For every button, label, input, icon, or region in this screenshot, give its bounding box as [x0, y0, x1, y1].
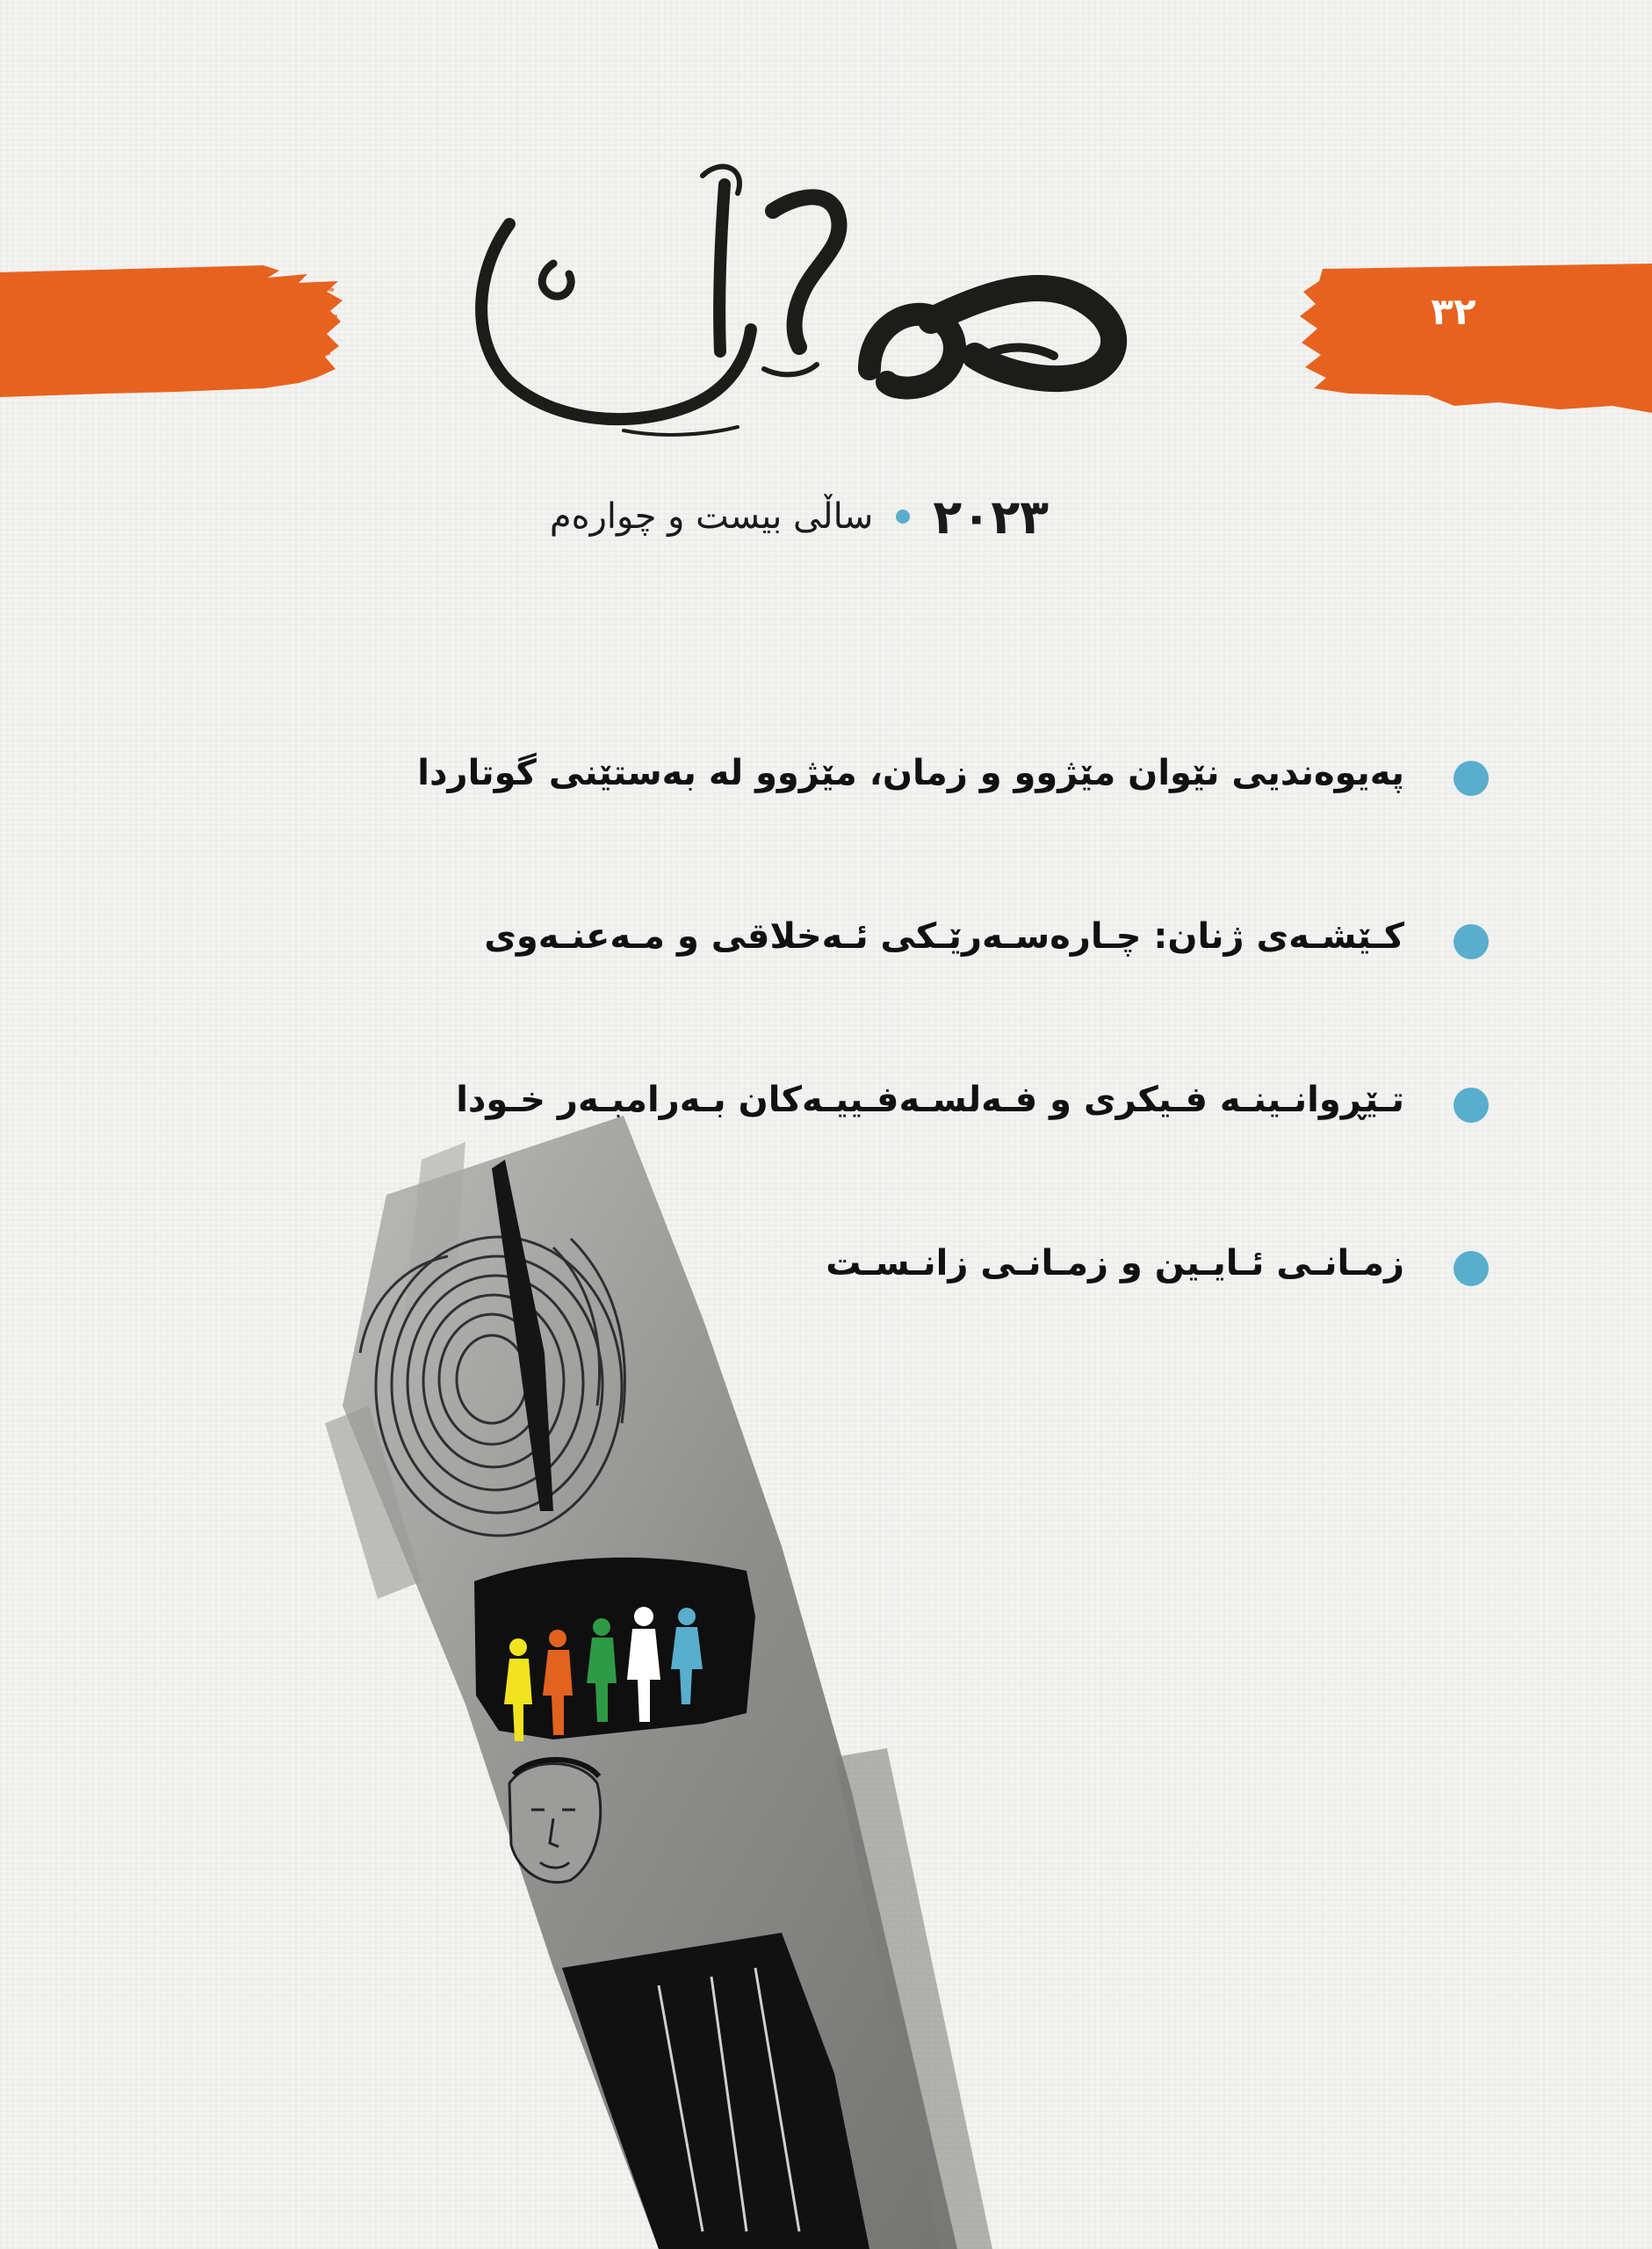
- bullet-icon: [1454, 924, 1489, 959]
- page-number: ٣٢: [1431, 290, 1476, 333]
- magazine-logo: [457, 141, 1194, 474]
- cover-collage-illustration: [290, 1089, 1045, 2249]
- bullet-icon: [1454, 1251, 1489, 1286]
- orange-brush-stroke-left: [0, 265, 343, 397]
- toc-item[interactable]: [422, 901, 1489, 1065]
- toc-item-title: زمـانـی ئـایـین و زمـانـی زانـسـت: [826, 1243, 1404, 1284]
- toc-item-title: تـێڕوانـینـە فـیکری و فـەلسـەفـییـەکان بـەرامبـەر خـودا: [456, 1080, 1404, 1120]
- orange-brush-stroke-right: [1296, 264, 1652, 413]
- issue-info: [492, 481, 1107, 552]
- bullet-icon: [1454, 761, 1489, 796]
- bullet-icon: [1454, 1088, 1489, 1123]
- toc-item[interactable]: [417, 738, 1489, 901]
- portrait-sketch: [509, 1760, 601, 1883]
- colored-figures-panel: [474, 1558, 755, 1741]
- issue-volume: ساڵی بیست و چوارەم: [549, 496, 874, 537]
- toc-item-title: پەیوەندیی نێوان مێژوو و زمان، مێژوو لە بەستێنی گوتاردا: [417, 753, 1404, 793]
- toc-item-title: کـێشـەی ژنان: چـارەسـەرێـکی ئـەخلاقی و مـەعنـەوی: [484, 916, 1404, 957]
- issue-year: ٢٠٢٣: [933, 488, 1050, 545]
- issue-separator-dot: [896, 510, 910, 524]
